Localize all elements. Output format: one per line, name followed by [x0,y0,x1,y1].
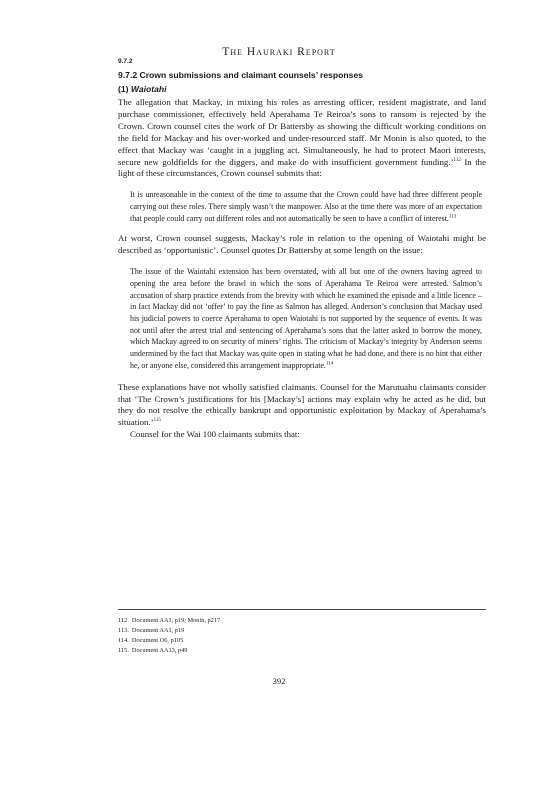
footnote-114: 114. Document O6, p105 [118,636,184,644]
subsection-heading [118,84,478,94]
paragraph-1: The allegation that Mackay, in mixing his roles as arresting officer, resident magistrate, and land purchase commissioner, effectively held Aperahama Te Reiroa’s sons to ransom is rejected by the Crown. Crown counsel cites the work of Dr Battersby as showing the difficult working conditions on the field for Mackay and his over-worked and under-resourced staff. Mr Monin is also quoted, to the effect that Mackay was ‘caught in a juggling act. Simultaneously, he had to protect Maori interests, secure new goldfields for the diggers, and make do with insufficient government funding.’$^{112}$ In the light of these circumstances, Crown counsel submits that: [118,97,487,179]
footnote-ref-115[interactable]: 115 [153,418,161,424]
paragraph-3: These explanations have not wholly satisfied claimants. Counsel for the Marutuahu claimants consider that ‘The Crown’s justifications for his [Mackay’s] actions may explain why he acted as he did, but they do not resolve the ethically bankrupt and opportunistic exploitation by Mackay of Aperahama’s situation.’$^{115}$ [118,381,486,428]
section-number: 9.7.2 [118,58,133,65]
footnote-ref-112[interactable]: 112 [453,157,461,163]
paragraph-2: At worst, Crown counsel suggests, Mackay’s role in relation to the opening of Waiotahi might be described as ‘opportunistic’. Counsel quotes Dr Battersby at some length on the issue: [118,233,486,256]
subsection-title: Waiotahi [130,84,167,94]
section-heading: 9.7.2 Crown submissions and claimant counsels’ responses [118,70,364,80]
footnote-113: 113. Document AA1, p19 [118,626,185,634]
footnote-112: 112. Document AA1, p19; Monin, p217 [118,617,221,624]
subsection-number: (1) [118,84,129,94]
running-head: The Hauraki Report [222,46,336,58]
footnote-ref-114[interactable]: 114 [325,361,334,367]
footnote-ref-113[interactable]: 113 [448,214,457,220]
footnote-115: 115. Document AA13, p49 [118,646,188,654]
body-text [118,97,486,441]
block-quote-2: The issue of the Waiotahi extension has been overstated, with all but one of the owners having agreed to opening the area before the brawl in which the sons of Aperahama Te Reiroa were arrested. Salmon’s accusation of sharp practice extends from the brevity with which he examined the episode and a little licence – in fact Mackay did not ‘offer’ to pay the fine as Salmon has alleged. Anderson’s conclusion that Mackay used his judicial powers to coerce Aperahama to open Waiotahi is not supported by the sequence of events. It was not until after the arrest trial and sentencing of Aperahama’s sons that the latter asked to borrow the money, which Mackay agreed to on security of miners’ rights. The criticism of Mackay’s integrity by Anderson seems undermined by the fact that Mackay was quite open in stating what he had done, and there is no hint that either he, or anyone else, considered this arrangement inappropriate.$^{114}$ [130,267,482,370]
page-number: 392 [272,676,286,686]
footnote-rule [118,609,486,610]
block-quote-1: It is unreasonable in the context of the time to assume that the Crown could have had three different people carrying out these roles. There simply wasn’t the manpower. Also at the time there was more of an expectation that people could carry out different roles and not automatically be seen to have a conflict of interest.$^{113}$ [130,190,482,223]
footnotes [118,616,486,656]
paragraph-4: Counsel for the Wai 100 claimants submits that: [130,429,300,440]
